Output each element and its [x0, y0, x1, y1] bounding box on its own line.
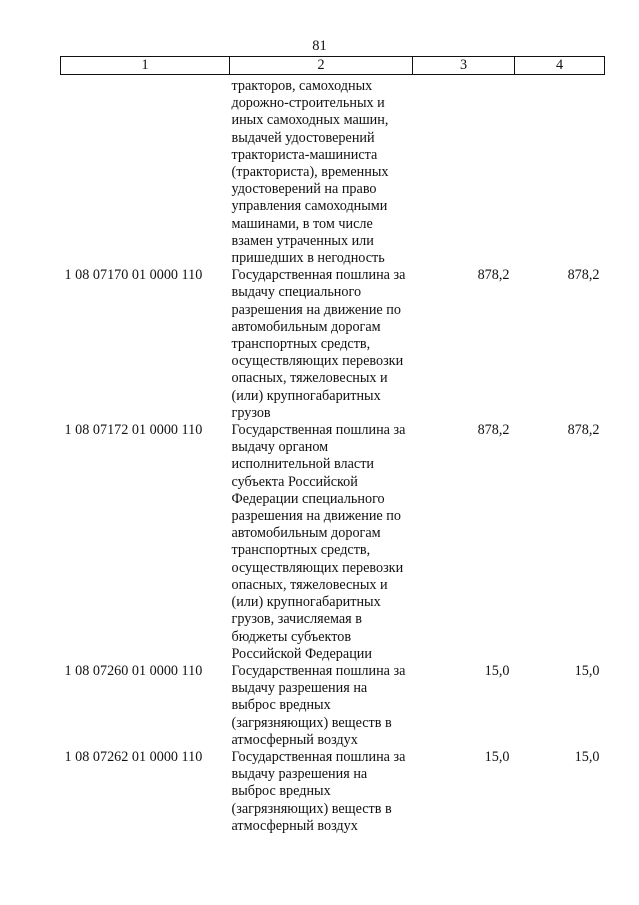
table-header-row: [61, 57, 605, 75]
row-code: 1 08 07172 01 0000 110: [64, 422, 203, 439]
row-col4-value: 878,2: [567, 422, 600, 439]
row-col3-value: 878,2: [477, 422, 510, 439]
table-row-continuation: [61, 75, 605, 268]
column-header-1: 1: [61, 57, 230, 75]
row-col4-value: 878,2: [567, 267, 600, 284]
page-number: 81: [312, 38, 327, 54]
row-col3-value: 15,0: [484, 748, 510, 765]
column-header-3: 3: [413, 57, 515, 75]
row-code: 1 08 07170 01 0000 110: [64, 267, 203, 284]
table-row: [61, 267, 605, 422]
row-code: 1 08 07260 01 0000 110: [64, 662, 203, 679]
row-col4-value: 15,0: [574, 748, 600, 765]
row-col4-value: [515, 75, 605, 268]
row-col3-value: 878,2: [477, 267, 510, 284]
row-name: Государственная пошлина за выдачу разрешения на выброс вредных (загрязняющих) веществ в атмосферный воздух: [231, 748, 406, 834]
table-row: [61, 422, 605, 663]
row-col3-value: 15,0: [484, 662, 510, 679]
row-name: Государственная пошлина за выдачу специального разрешения на движение по автомобильным дорогам транспортных средств, осуществляющих перевозки опасных, тяжеловесных и (или) крупногабаритных грузов: [231, 267, 406, 421]
row-name: Государственная пошлина за выдачу органом исполнительной власти субъекта Российской Федерации специального разрешения на движение по автомобильным дорогам транспортных средств, осуществляющих перевозки опасных, тяжеловесных и (или) крупногабаритных грузов, зачисляемая в бюджеты субъектов Российской Федерации: [231, 422, 406, 662]
row-name: Государственная пошлина за выдачу разрешения на выброс вредных (загрязняющих) веществ в атмосферный воздух: [231, 662, 406, 748]
row-code: 1 08 07262 01 0000 110: [64, 748, 203, 765]
budget-table: [60, 56, 605, 835]
table-row: [61, 663, 605, 749]
row-code: [61, 75, 230, 268]
table-row: [61, 749, 605, 835]
column-header-4: 4: [515, 57, 605, 75]
row-col3-value: [413, 75, 515, 268]
column-header-2: 2: [230, 57, 413, 75]
row-col4-value: 15,0: [574, 662, 600, 679]
row-name: тракторов, самоходных дорожно-строительных и иных самоходных машин, выдачей удостоверений тракториста-машиниста (тракториста), временных удостоверений на право управления самоходными машинами, в том числе взамен утраченных или пришедших в негодность: [231, 78, 389, 267]
